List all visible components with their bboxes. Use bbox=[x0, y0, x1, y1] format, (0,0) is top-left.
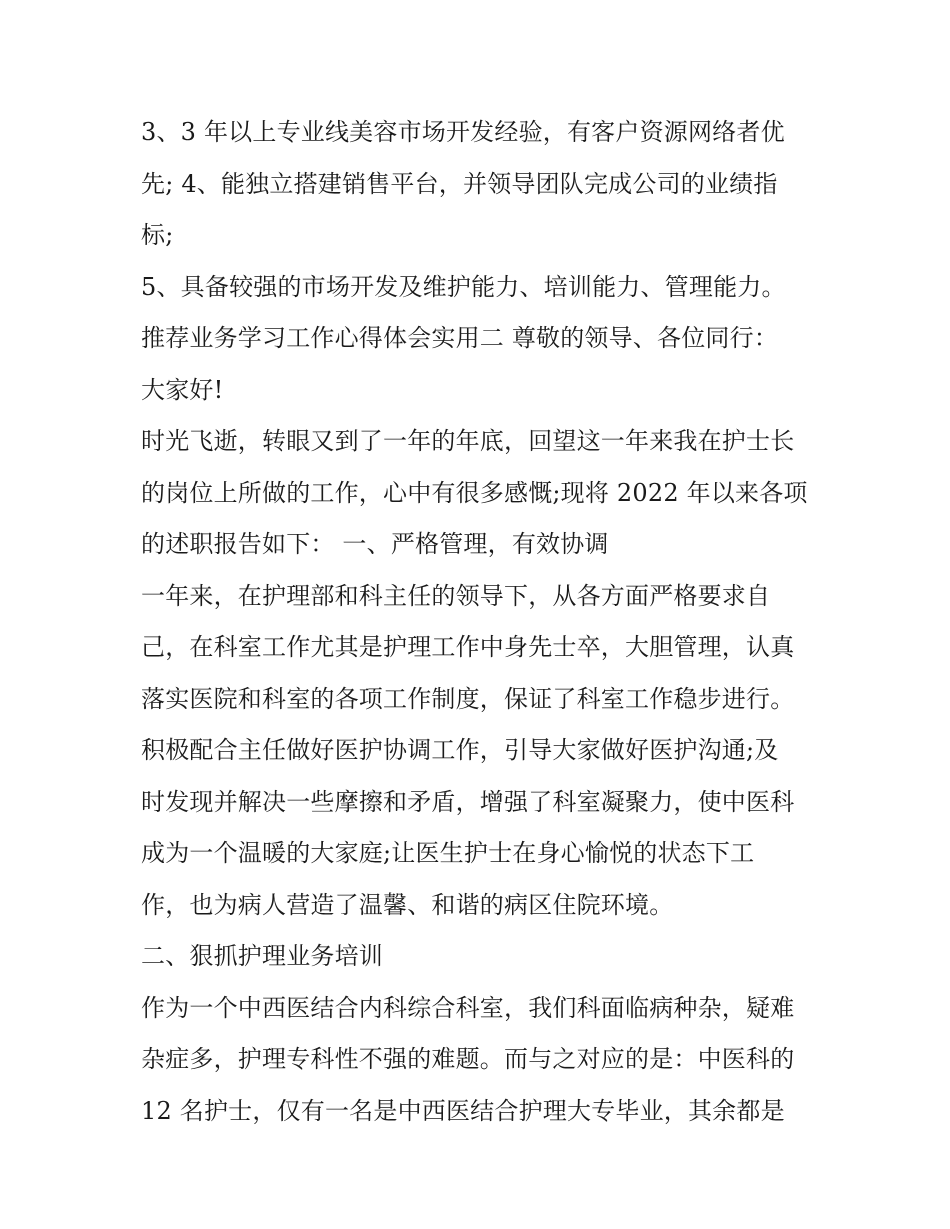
section-heading: 二、狠抓护理业务培训 bbox=[141, 942, 383, 970]
text-line: 成为一个温暖的大家庭;让医生护士在身心愉悦的状态下工 bbox=[141, 839, 755, 867]
text-line: 作，也为病人营造了温馨、和谐的病区住院环境。 bbox=[141, 890, 674, 919]
document-body bbox=[141, 107, 821, 1137]
text-line: 先; 4、能独立搭建销售平台，并领导团队完成公司的业绩指 bbox=[141, 169, 778, 198]
text-line: 标; bbox=[141, 221, 174, 249]
section-heading-line: 的述职报告如下： 一、严格管理，有效协调 bbox=[141, 530, 609, 558]
text-line: 大家好! bbox=[141, 375, 224, 404]
text-line: 时发现并解决一些摩擦和矛盾，增强了科室凝聚力，使中医科 bbox=[141, 787, 795, 816]
text-line: 积极配合主任做好医护协调工作，引导大家做好医护沟通;及 bbox=[141, 736, 779, 764]
text-line: 杂症多，护理专科性不强的难题。而与之对应的是：中医科的 bbox=[141, 1045, 795, 1073]
text-line: 3、3 年以上专业线美容市场开发经验，有客户资源网络者优 bbox=[141, 118, 785, 146]
text-line: 推荐业务学习工作心得体会实用二 尊敬的领导、各位同行： bbox=[141, 324, 779, 352]
text-line: 己，在科室工作尤其是护理工作中身先士卒，大胆管理，认真 bbox=[141, 633, 795, 661]
text-line: 作为一个中西医结合内科综合科室，我们科面临病种杂，疑难 bbox=[141, 993, 795, 1022]
text-line: 12 名护士，仅有一名是中西医结合护理大专毕业，其余都是 bbox=[141, 1096, 785, 1125]
text-line: 的岗位上所做的工作，心中有很多感慨;现将 2022 年以来各项 bbox=[141, 478, 808, 507]
text-line: 落实医院和科室的各项工作制度，保证了科室工作稳步进行。 bbox=[141, 684, 795, 713]
text-line: 时光飞逝，转眼又到了一年的年底，回望这一年来我在护士长 bbox=[141, 427, 795, 455]
text-line: 一年来，在护理部和科主任的领导下，从各方面严格要求自 bbox=[141, 581, 771, 610]
text-line: 5、具备较强的市场开发及维护能力、培训能力、管理能力。 bbox=[141, 272, 786, 301]
